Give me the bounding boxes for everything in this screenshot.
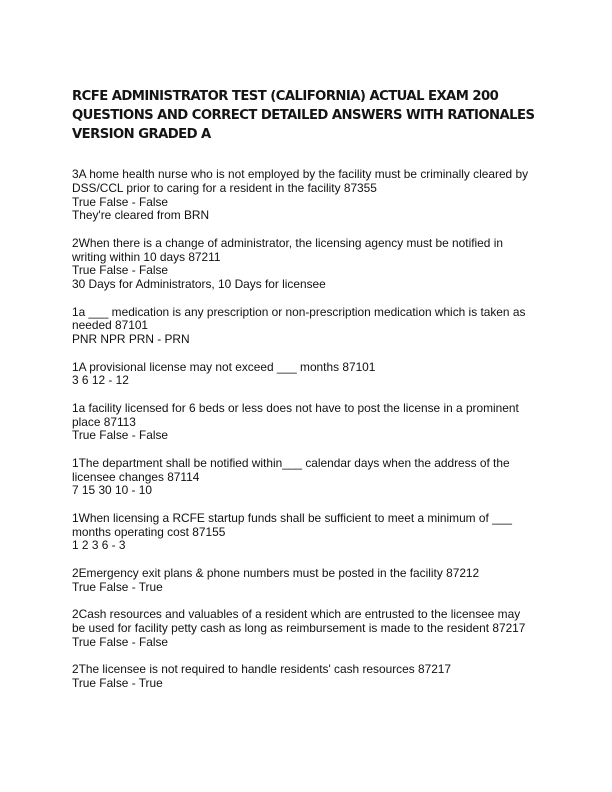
question-text: 2Emergency exit plans & phone numbers must be posted in the facility 87212 [72,565,480,580]
question-text: DSS/CCL prior to caring for a resident in the facility 87355 [72,180,377,195]
answer-text: True False - False [72,263,169,278]
question-text: 2Cash resources and valuables of a resident which are entrusted to the licensee may [72,607,521,621]
rationale-text: 30 Days for Administrators, 10 Days for licensee [72,277,326,291]
question-item [72,237,542,292]
question-item [72,306,542,347]
question-text: place 87113 [72,414,136,429]
title-line-1: RCFE ADMINISTRATOR TEST (CALIFORNIA) ACTUAL EXAM 200 [72,89,499,104]
question-text: needed 87101 [72,318,149,333]
question-text: 1The department shall be notified within___ calendar days when the address of the [72,455,510,470]
question-list [72,168,542,704]
question-text: 2The licensee is not required to handle residents' cash resources 87217 [72,662,452,676]
question-text: 3A home health nurse who is not employed by the facility must be criminally cleared by [72,167,529,181]
question-text: writing within 10 days 87211 [72,249,221,264]
title-line-3: VERSION GRADED A [72,127,211,142]
question-item [72,608,542,649]
question-text: months operating cost 87155 [72,524,226,539]
question-item [72,663,542,691]
question-item [72,512,542,553]
question-text: licensee changes 87114 [72,469,200,484]
answer-text: True False - False [72,634,169,649]
question-item [72,168,542,223]
answer-text: True False - True [72,579,163,594]
question-text: 1a ___ medication is any prescription or non-prescription medication which is taken as [72,304,526,319]
question-item [72,402,542,443]
answer-text: 3 6 12 - 12 [72,373,129,388]
answer-text: True False - True [72,675,163,690]
question-item [72,457,542,498]
answer-text: True False - False [72,194,169,209]
question-item [72,567,542,595]
rationale-text: They're cleared from BRN [72,208,210,223]
question-text: 1A provisional license may not exceed ___ months 87101 [72,359,376,374]
question-item [72,361,542,389]
question-text: be used for facility petty cash as long as reimbursement is made to the resident 87217 [72,620,526,635]
title-line-2: QUESTIONS AND CORRECT DETAILED ANSWERS WITH RATIONALES [72,108,535,123]
question-text: 1a facility licensed for 6 beds or less does not have to post the license in a prominent [72,400,519,415]
question-text: 2When there is a change of administrator, the licensing agency must be notified in [72,235,503,250]
document-title [72,87,542,144]
question-text: 1When licensing a RCFE startup funds shall be sufficient to meet a minimum of ___ [72,510,512,525]
answer-text: True False - False [72,428,169,443]
answer-text: 7 15 30 10 - 10 [72,483,152,498]
answer-text: PNR NPR PRN - PRN [72,332,190,346]
answer-text: 1 2 3 6 - 3 [72,538,126,553]
